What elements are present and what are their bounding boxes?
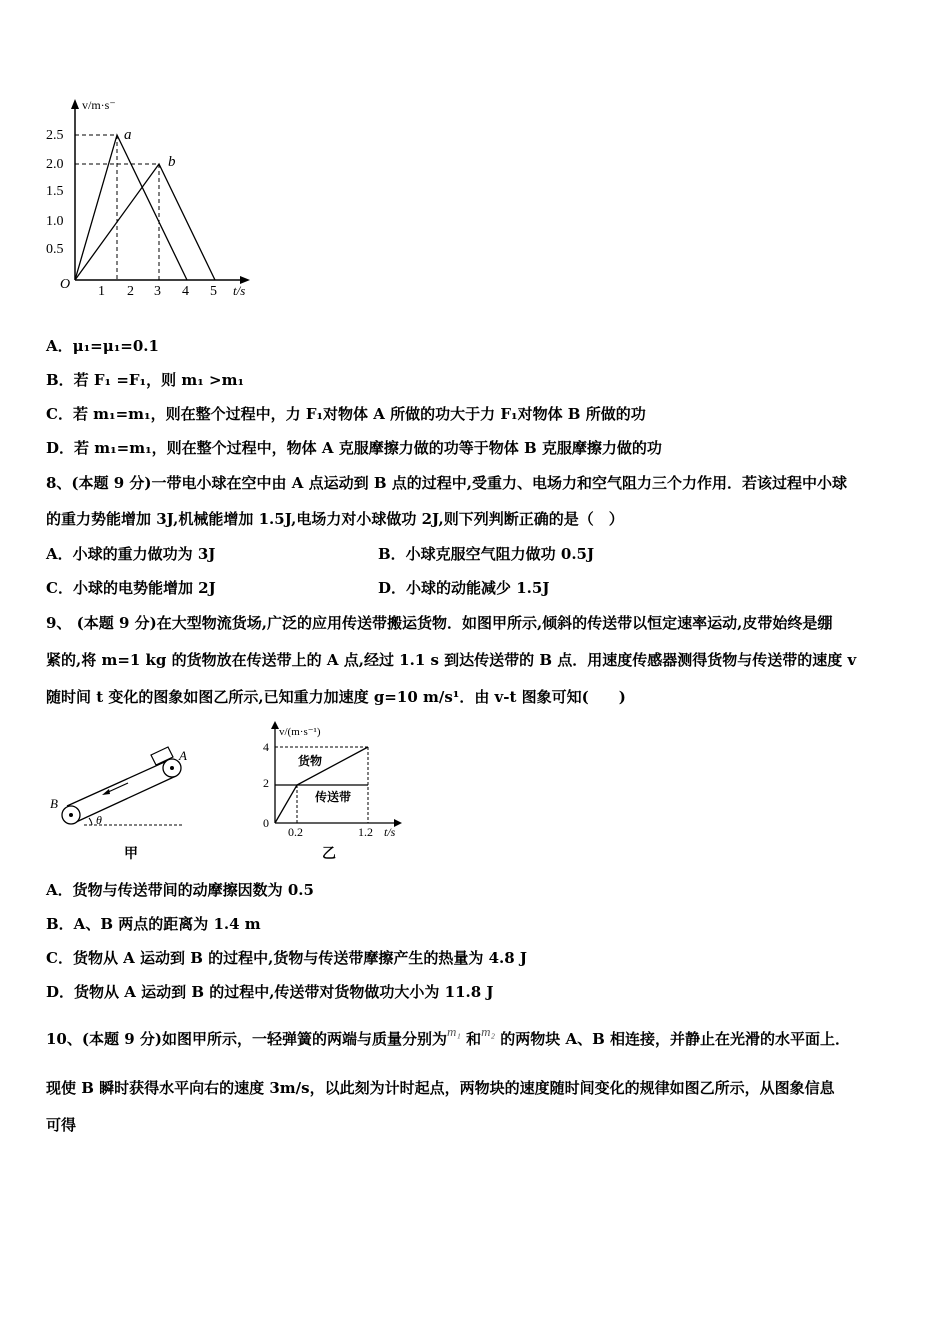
x-axis-label: t/s xyxy=(384,825,396,839)
q8-option-b: B．小球克服空气阻力做功 0.5J xyxy=(378,545,595,563)
curve-a-label: a xyxy=(124,127,132,143)
y-tick: 2.5 xyxy=(46,128,64,143)
q10-stem-part2: 的两物块 A、B 相连接，并静止在光滑的水平面上． xyxy=(500,1030,851,1048)
y-axis-label: v/m·s⁻ xyxy=(82,98,116,112)
q7-option-b: B．若 F₁ =F₁，则 m₁ >m₁ xyxy=(46,371,245,389)
y-axis-arrow xyxy=(271,721,279,729)
x-tick: 1.2 xyxy=(358,825,373,839)
q9-stem-line3: 随时间 t 变化的图象如图乙所示,已知重力加速度 g=10 m/s¹．由 v-t 图象可知( ) xyxy=(46,688,626,706)
x-tick: 5 xyxy=(210,284,217,299)
x-tick: 2 xyxy=(127,284,134,299)
q9-option-b: B．A、B 两点的距离为 1.4 m xyxy=(46,915,261,933)
label-b: B xyxy=(50,796,58,811)
q8-option-a: A．小球的重力做功为 3J xyxy=(46,545,216,563)
caption-yi: 乙 xyxy=(322,847,336,862)
q9-option-a: A．货物与传送带间的动摩擦因数为 0.5 xyxy=(46,881,314,899)
theta-arc xyxy=(89,818,92,825)
vt-graph-yi xyxy=(252,716,412,864)
y-tick: 2.0 xyxy=(46,157,64,172)
y-axis-arrow xyxy=(71,99,79,109)
origin-label: O xyxy=(60,277,71,292)
q7-option-a: A．μ₁=μ₁=0.1 xyxy=(46,337,159,355)
x-tick: 1 xyxy=(98,284,105,299)
q10-and: 和 xyxy=(466,1030,482,1048)
belt-bottom xyxy=(74,776,176,823)
vt-graph-q7 xyxy=(40,95,260,305)
q9-option-c: C．货物从 A 运动到 B 的过程中,货物与传送带摩擦产生的热量为 4.8 J xyxy=(46,949,528,967)
y-axis-label: v/(m·s⁻¹) xyxy=(279,726,321,738)
y-tick: 1.5 xyxy=(46,184,64,199)
y-tick: 0 xyxy=(263,816,269,830)
q9-stem-line2: 紧的,将 m=1 kg 的货物放在传送带上的 A 点,经过 1.1 s 到达传送带的 B 点．用速度传感器测得货物与传送带的速度 v xyxy=(46,651,857,669)
q8-option-c: C．小球的电势能增加 2J xyxy=(46,579,216,597)
q8-stem-line2: 的重力势能增加 3J,机械能增加 1.5J,电场力对小球做功 2J,则下列判断正确的是（ ） xyxy=(46,510,624,528)
q7-option-d: D．若 m₁=m₁，则在整个过程中，物体 A 克服摩擦力做的功等于物体 B 克服摩擦力做的功 xyxy=(46,439,662,457)
q10-stem-line2: 现使 B 瞬时获得水平向右的速度 3m/s，以此刻为计时起点，两物块的速度随时间变化的规律如图乙所示，从图象信息 xyxy=(46,1079,835,1097)
label-belt: 传送带 xyxy=(315,790,352,804)
theta-label: θ xyxy=(96,813,102,827)
conveyor-figure-jia xyxy=(44,738,194,863)
q8-option-d: D．小球的动能减少 1.5J xyxy=(378,579,550,597)
y-tick: 2 xyxy=(263,776,269,790)
y-tick: 4 xyxy=(263,740,269,754)
m2-symbol: m₂ xyxy=(481,1024,496,1039)
x-tick: 3 xyxy=(154,284,161,299)
q7-option-c: C．若 m₁=m₁，则在整个过程中，力 F₁对物体 A 所做的功大于力 F₁对物体 B 所做的功 xyxy=(46,405,646,423)
y-tick: 0.5 xyxy=(46,242,64,257)
q10-stem-line1 xyxy=(46,1024,851,1050)
label-goods: 货物 xyxy=(298,754,323,768)
pulley-a-axle xyxy=(170,766,174,770)
pulley-b-axle xyxy=(69,813,73,817)
m1-symbol: m₁ xyxy=(446,1024,461,1039)
q8-stem-line1: 8、(本题 9 分)一带电小球在空中由 A 点运动到 B 点的过程中,受重力、电场力和空气阻力三个力作用．若该过程中小球 xyxy=(46,474,847,492)
label-a: A xyxy=(179,748,187,763)
caption-jia: 甲 xyxy=(124,847,138,862)
belt-top xyxy=(67,760,169,806)
q10-stem-part1: 10、(本题 9 分)如图甲所示，一轻弹簧的两端与质量分别为 xyxy=(46,1030,447,1048)
x-tick: 4 xyxy=(182,284,189,299)
x-axis-label: t/s xyxy=(233,283,246,298)
curve-b-label: b xyxy=(168,154,176,170)
q9-stem-line1: 9、 (本题 9 分)在大型物流货场,广泛的应用传送带搬运货物．如图甲所示,倾斜的传送带以恒定速率运动,皮带始终是绷 xyxy=(46,614,833,632)
curve-b xyxy=(75,164,215,280)
y-tick: 1.0 xyxy=(46,214,64,229)
q9-option-d: D．货物从 A 运动到 B 的过程中,传送带对货物做功大小为 11.8 J xyxy=(46,983,494,1001)
q10-stem-line3: 可得 xyxy=(46,1116,77,1134)
x-tick: 0.2 xyxy=(288,825,303,839)
